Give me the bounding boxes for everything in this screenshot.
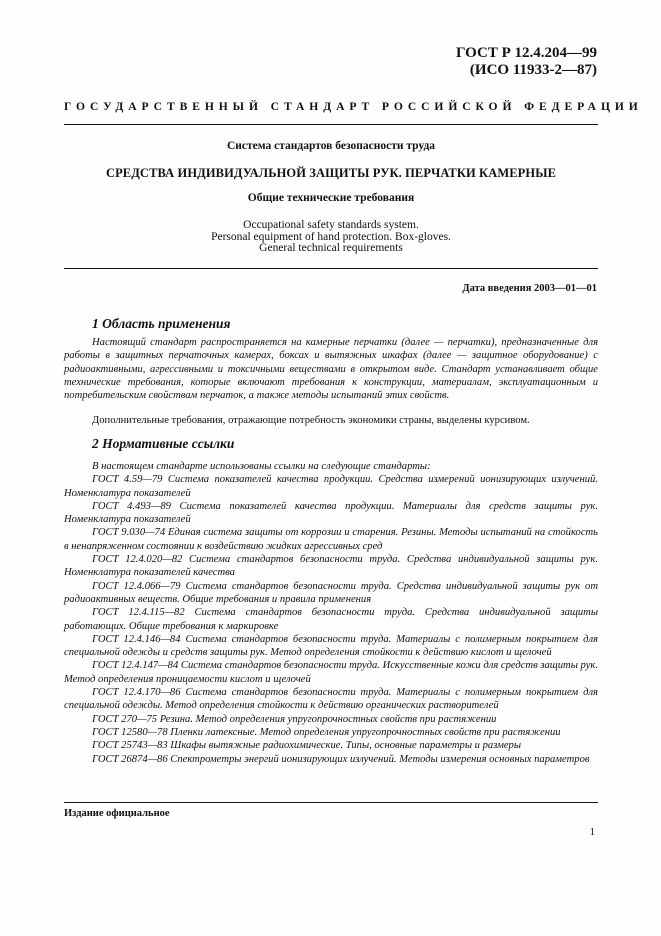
reference-item: ГОСТ 12.4.147—84 Система стандартов безопасности труда. Искусственные кожи для средств защиты рук. Метод определения проницаемости кислот и щелочей xyxy=(64,660,598,685)
footer-divider xyxy=(64,802,598,803)
reference-item: ГОСТ 25743—83 Шкафы вытяжные радиохимические. Типы, основные параметры и размеры xyxy=(92,740,521,752)
references-list xyxy=(64,460,598,766)
section-1-heading: 1 Область применения xyxy=(92,316,231,331)
scope-paragraph: Настоящий стандарт распространяется на камерные перчатки (далее — перчатки), предназначенные для работы в защитных перчаточных камерах, боксах и вытяжных шкафах (далее — защитное оборудование) с радиоактивными, агрессивными и токсичными веществами в открытом виде. Стандарт устанавливает общие технические требования, которые включают требования к конструкции, материалам, эксплуатационным и потребительским свойствам перчаток, а также методы испытаний этих свойств. xyxy=(64,337,598,402)
designation-iso: (ИСО 11933-2—87) xyxy=(469,62,597,78)
reference-item: ГОСТ 26874—86 Спектрометры энергий ионизирующих излучений. Методы измерения основных параметров xyxy=(92,753,590,765)
standard-designation xyxy=(456,45,597,79)
additional-requirements-note: Дополнительные требования, отражающие потребность экономики страны, выделены курсивом. xyxy=(92,415,530,426)
english-title xyxy=(64,220,598,255)
reference-item: ГОСТ 12.4.020—82 Система стандартов безопасности труда. Средства индивидуальной защиты рук. Номенклатура показателей качества xyxy=(64,554,598,579)
document-subtitle: Общие технические требования xyxy=(247,192,415,204)
reference-item: ГОСТ 12580—78 Пленки латексные. Метод определения упругопрочностных свойств при растяжении xyxy=(92,726,561,738)
title-divider xyxy=(64,268,598,269)
introduction-date: Дата введения 2003—01—01 xyxy=(462,283,597,294)
reference-item: ГОСТ 4.59—79 Система показателей качества продукции. Средства измерений ионизирующих излучений. Номенклатура показателей xyxy=(64,474,598,499)
english-title-line: Personal equipment of hand protection. Box-gloves. xyxy=(211,230,451,243)
section-2-heading: 2 Нормативные ссылки xyxy=(92,436,235,451)
document-title: СРЕДСТВА ИНДИВИДУАЛЬНОЙ ЗАЩИТЫ РУК. ПЕРЧАТКИ КАМЕРНЫЕ xyxy=(105,166,557,180)
english-title-line: Occupational safety standards system. xyxy=(243,219,419,231)
reference-item: ГОСТ 9.030—74 Единая система защиты от коррозии и старения. Резины. Методы испытаний на стойкость в ненапряженном состоянии к воздействию жидких агрессивных сред xyxy=(64,527,598,552)
english-title-line: General technical requirements xyxy=(259,242,403,254)
section-1-paragraph xyxy=(64,336,598,402)
official-edition-label: Издание официальное xyxy=(64,808,170,819)
designation-gost: ГОСТ Р 12.4.204—99 xyxy=(455,45,597,61)
reference-item: ГОСТ 12.4.115—82 Система стандартов безопасности труда. Средства индивидуальной защиты работающих. Общие требования к маркировке xyxy=(64,607,598,632)
state-standard-title: ГОСУДАРСТВЕННЫЙ СТАНДАРТ РОССИЙСКОЙ ФЕДЕРАЦИИ xyxy=(64,100,643,113)
reference-item: ГОСТ 12.4.170—86 Система стандартов безопасности труда. Материалы с полимерным покрытием для специальной одежды. Метод определения стойкости к действию органических растворителей xyxy=(64,687,598,712)
reference-item: ГОСТ 12.4.146—84 Система стандартов безопасности труда. Материалы с полимерным покрытием для специальной одежды и средств защиты рук. Метод определения стойкости к действию кислот и щелочей xyxy=(64,633,598,659)
reference-item: ГОСТ 12.4.066—79 Система стандартов безопасности труда. Средства индивидуальной защиты рук от радиоактивных веществ. Общие требования и правила применения xyxy=(64,580,598,605)
page-number: 1 xyxy=(589,826,595,838)
section-1-note xyxy=(64,414,598,427)
reference-item: ГОСТ 4.493—89 Система показателей качества продукции. Материалы для средств защиты рук. Номенклатура показателей xyxy=(64,500,598,526)
header-divider xyxy=(64,124,598,125)
system-title: Система стандартов безопасности труда xyxy=(226,140,436,152)
reference-item: ГОСТ 270—75 Резина. Метод определения упругопрочностных свойств при растяжении xyxy=(92,713,497,725)
references-intro: В настоящем стандарте использованы ссылки на следующие стандарты: xyxy=(92,461,431,472)
